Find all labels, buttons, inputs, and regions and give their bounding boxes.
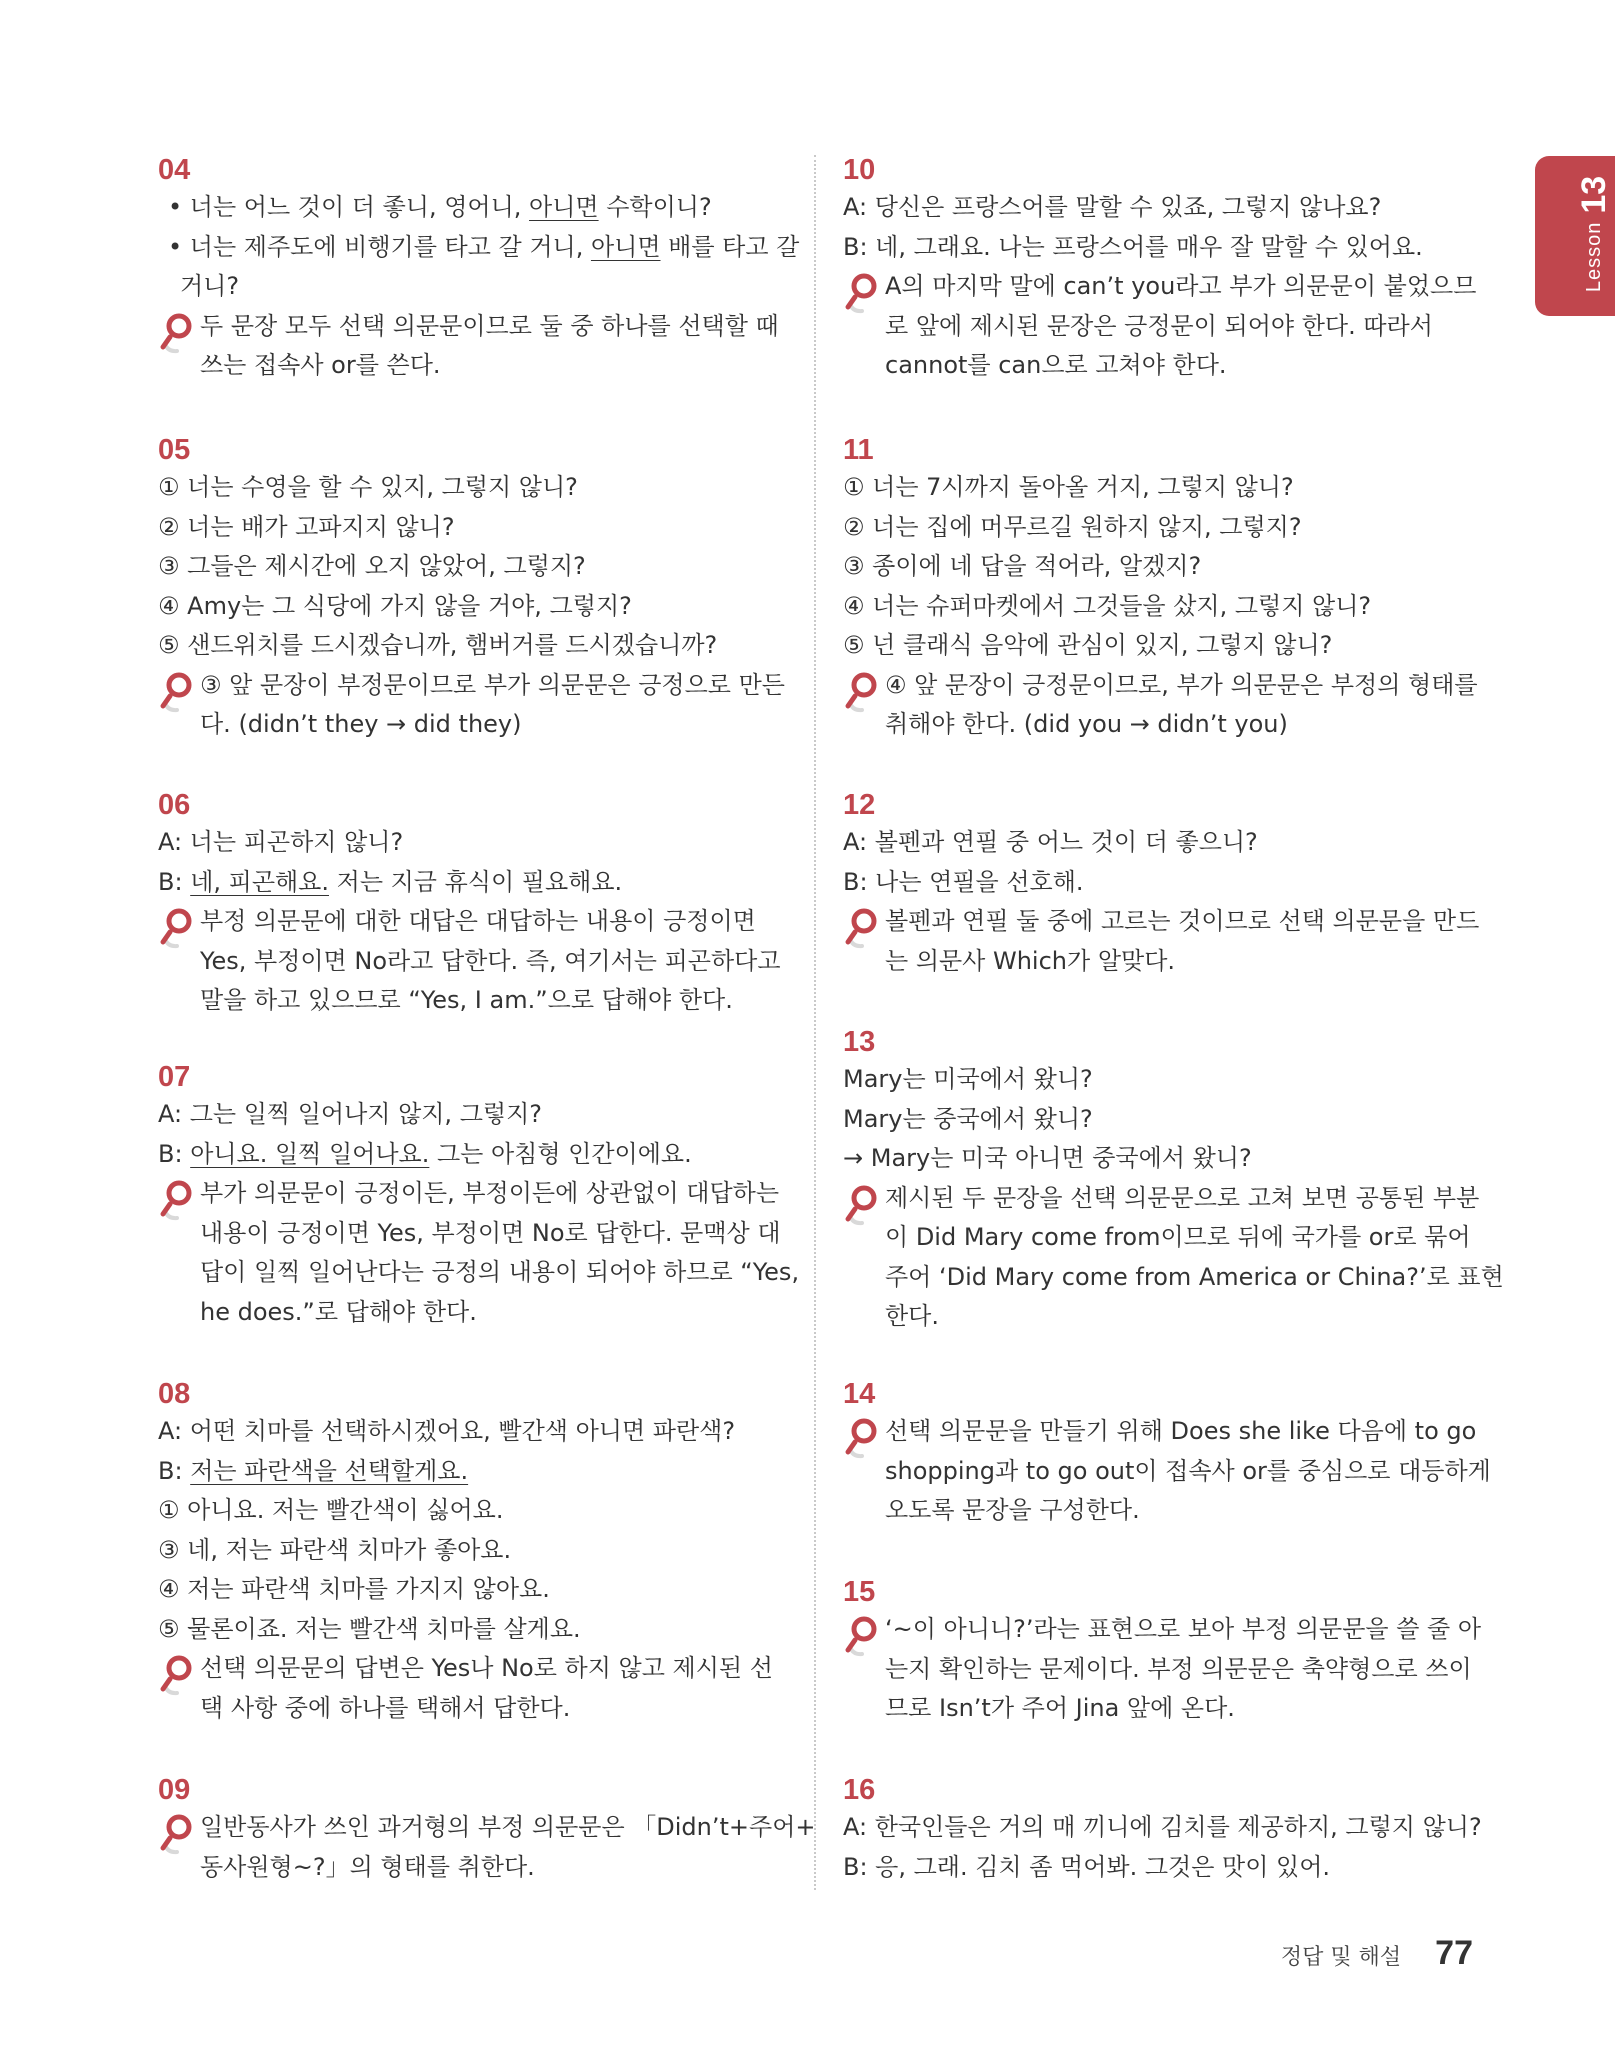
- choice-line: ④ 너는 슈퍼마켓에서 그것들을 샀지, 그렇지 않니?: [843, 591, 1372, 620]
- magnifier-icon: [158, 1653, 196, 1697]
- magnifier-icon: [843, 906, 881, 950]
- choice-line: ② 너는 배가 고파지지 않니?: [158, 512, 455, 541]
- question-12: [843, 787, 1480, 981]
- question-line: Mary는 미국에서 왔니?: [843, 1065, 1093, 1093]
- question-11: [843, 432, 1478, 745]
- question-05: [158, 432, 786, 745]
- explanation: 볼펜과 연필 둘 중에 고르는 것이므로 선택 의문문을 만드 는 의문사 Which가 알맞다.: [843, 902, 1471, 981]
- question-16: [843, 1772, 1482, 1887]
- question-number: 07: [158, 1061, 191, 1093]
- question-15: [843, 1574, 1481, 1729]
- explanation: 부정 의문문에 대한 대답은 대답하는 내용이 긍정이면 Yes, 부정이면 No라고 답한다. 즉, 여기서는 피곤하다고 말을 하고 있으므로 “Yes, I am.”으로 답해야 한다.: [158, 902, 786, 1021]
- dialogue-line: B: 응, 그래. 김치 좀 먹어봐. 그것은 맛이 있어.: [843, 1852, 1331, 1881]
- magnifier-icon: [158, 906, 196, 950]
- explanation: A의 마지막 말에 can’t you라고 부가 의문문이 붙었으므 로 앞에 제시된 문장은 긍정문이 되어야 한다. 따라서 cannot를 can으로 고쳐야 한다.: [843, 267, 1471, 386]
- question-line: Mary는 중국에서 왔니?: [843, 1104, 1093, 1133]
- question-number: 10: [843, 154, 876, 186]
- question-number: 12: [843, 789, 876, 821]
- footer-label: 정답 및 해설: [1280, 1945, 1402, 1970]
- question-line: 거니?: [180, 272, 240, 300]
- explanation: 부가 의문문이 긍정이든, 부정이든에 상관없이 대답하는 내용이 긍정이면 Yes, 부정이면 No로 답한다. 문맥상 대 답이 일찍 일어난다는 긍정의 내용이 되어야 하므로 “Yes, he does.”로 답해야 한다.: [158, 1174, 786, 1332]
- magnifier-icon: [843, 1416, 881, 1460]
- question-line: • 너는 제주도에 비행기를 타고 갈 거니, 아니면 배를 타고 갈: [168, 232, 800, 261]
- magnifier-icon: [843, 670, 881, 714]
- question-14: [843, 1376, 1491, 1531]
- dialogue-line: A: 볼펜과 연필 중 어느 것이 더 좋으니?: [843, 828, 1258, 856]
- question-number: 04: [158, 154, 191, 186]
- dialogue-line: A: 그는 일찍 일어나지 않지, 그렇지?: [158, 1100, 542, 1128]
- question-line: • 너는 어느 것이 더 좋니, 영어니, 아니면 수학이니?: [168, 193, 712, 221]
- question-10: [843, 152, 1477, 386]
- question-06: [158, 787, 786, 1021]
- dialogue-line: B: 아니요. 일찍 일어나요. 그는 아침형 인간이에요.: [158, 1139, 692, 1168]
- choice-line: ② 너는 집에 머무르길 원하지 않지, 그렇지?: [843, 512, 1302, 541]
- explanation: 일반동사가 쓰인 과거형의 부정 의문문은 「Didn’t+주어+ 동사원형~?」의 형태를 취한다.: [158, 1808, 786, 1887]
- explanation: 두 문장 모두 선택 의문문이므로 둘 중 하나를 선택할 때 쓰는 접속사 or를 쓴다.: [158, 307, 786, 386]
- choice-line: ⑤ 넌 클래식 음악에 관심이 있지, 그렇지 않니?: [843, 631, 1333, 659]
- question-number: 09: [158, 1774, 191, 1806]
- question-number: 14: [843, 1378, 876, 1410]
- question-number: 06: [158, 789, 191, 821]
- choice-line: ④ 저는 파란색 치마를 가지지 않아요.: [158, 1575, 550, 1603]
- lesson-tab: [1535, 156, 1615, 316]
- column-divider: [814, 155, 816, 1890]
- dialogue-line: B: 네, 그래요. 나는 프랑스어를 매우 잘 말할 수 있어요.: [843, 232, 1423, 261]
- choice-line: ⑤ 물론이죠. 저는 빨간색 치마를 살게요.: [158, 1614, 581, 1643]
- magnifier-icon: [843, 1183, 881, 1227]
- question-09: [158, 1772, 816, 1887]
- question-07: [158, 1059, 800, 1332]
- magnifier-icon: [158, 670, 196, 714]
- lesson-tab-word: Lesson: [1582, 221, 1605, 293]
- dialogue-line: A: 너는 피곤하지 않니?: [158, 828, 404, 856]
- question-number: 16: [843, 1774, 876, 1806]
- lesson-tab-number: 13: [1574, 175, 1613, 214]
- choice-line: ③ 종이에 네 답을 적어라, 알겠지?: [843, 552, 1202, 580]
- explanation: ③ 앞 문장이 부정문이므로 부가 의문문은 긍정으로 만든 다. (didn’t they → did they): [158, 666, 786, 745]
- magnifier-icon: [158, 1812, 196, 1856]
- dialogue-line: B: 저는 파란색을 선택할게요.: [158, 1456, 469, 1485]
- dialogue-line: B: 나는 연필을 선호해.: [843, 867, 1084, 896]
- explanation: ‘~이 아니니?’라는 표현으로 보아 부정 의문문을 쓸 줄 아 는지 확인하는 문제이다. 부정 의문문은 축약형으로 쓰이 므로 Isn’t가 주어 Jina 앞에 온다.: [843, 1610, 1471, 1729]
- dialogue-line: A: 어떤 치마를 선택하시겠어요, 빨간색 아니면 파란색?: [158, 1417, 736, 1445]
- choice-line: ③ 그들은 제시간에 오지 않았어, 그렇지?: [158, 552, 586, 580]
- choice-line: ④ Amy는 그 식당에 가지 않을 거야, 그렇지?: [158, 591, 632, 620]
- question-number: 05: [158, 434, 191, 466]
- question-line: → Mary는 미국 아니면 중국에서 왔니?: [843, 1144, 1252, 1172]
- question-number: 13: [843, 1026, 876, 1058]
- question-number: 11: [843, 434, 874, 466]
- choice-line: ① 너는 7시까지 돌아올 거지, 그렇지 않니?: [843, 473, 1294, 501]
- explanation: 제시된 두 문장을 선택 의문문으로 고쳐 보면 공통된 부분 이 Did Mary come from이므로 뒤에 국가를 or로 묶어 주어 ‘Did Mary come from America or China?’로 표현 한다.: [843, 1179, 1471, 1337]
- dialogue-line: B: 네, 피곤해요. 저는 지금 휴식이 필요해요.: [158, 867, 623, 896]
- choice-line: ⑤ 샌드위치를 드시겠습니까, 햄버거를 드시겠습니까?: [158, 631, 718, 659]
- choice-line: ① 아니요. 저는 빨간색이 싫어요.: [158, 1496, 504, 1524]
- page-number: 77: [1435, 1934, 1473, 1972]
- question-13: [843, 1024, 1504, 1337]
- magnifier-icon: [843, 1614, 881, 1658]
- question-04: [158, 152, 800, 386]
- explanation: 선택 의문문을 만들기 위해 Does she like 다음에 to go shopping과 to go out이 접속사 or를 중심으로 대등하게 오도록 문장을 구성한다.: [843, 1412, 1471, 1531]
- magnifier-icon: [843, 271, 881, 315]
- magnifier-icon: [158, 311, 196, 355]
- dialogue-line: A: 한국인들은 거의 매 끼니에 김치를 제공하지, 그렇지 않니?: [843, 1813, 1482, 1841]
- question-number: 15: [843, 1576, 876, 1608]
- page-footer: [1281, 1934, 1473, 1973]
- question-08: [158, 1376, 786, 1728]
- explanation: ④ 앞 문장이 긍정문이므로, 부가 의문문은 부정의 형태를 취해야 한다. (did you → didn’t you): [843, 666, 1471, 745]
- question-number: 08: [158, 1378, 191, 1410]
- explanation: 선택 의문문의 답변은 Yes나 No로 하지 않고 제시된 선 택 사항 중에 하나를 택해서 답한다.: [158, 1649, 786, 1728]
- choice-line: ③ 네, 저는 파란색 치마가 좋아요.: [158, 1535, 512, 1564]
- choice-line: ① 너는 수영을 할 수 있지, 그렇지 않니?: [158, 473, 578, 501]
- magnifier-icon: [158, 1178, 196, 1222]
- dialogue-line: A: 당신은 프랑스어를 말할 수 있죠, 그렇지 않나요?: [843, 193, 1382, 221]
